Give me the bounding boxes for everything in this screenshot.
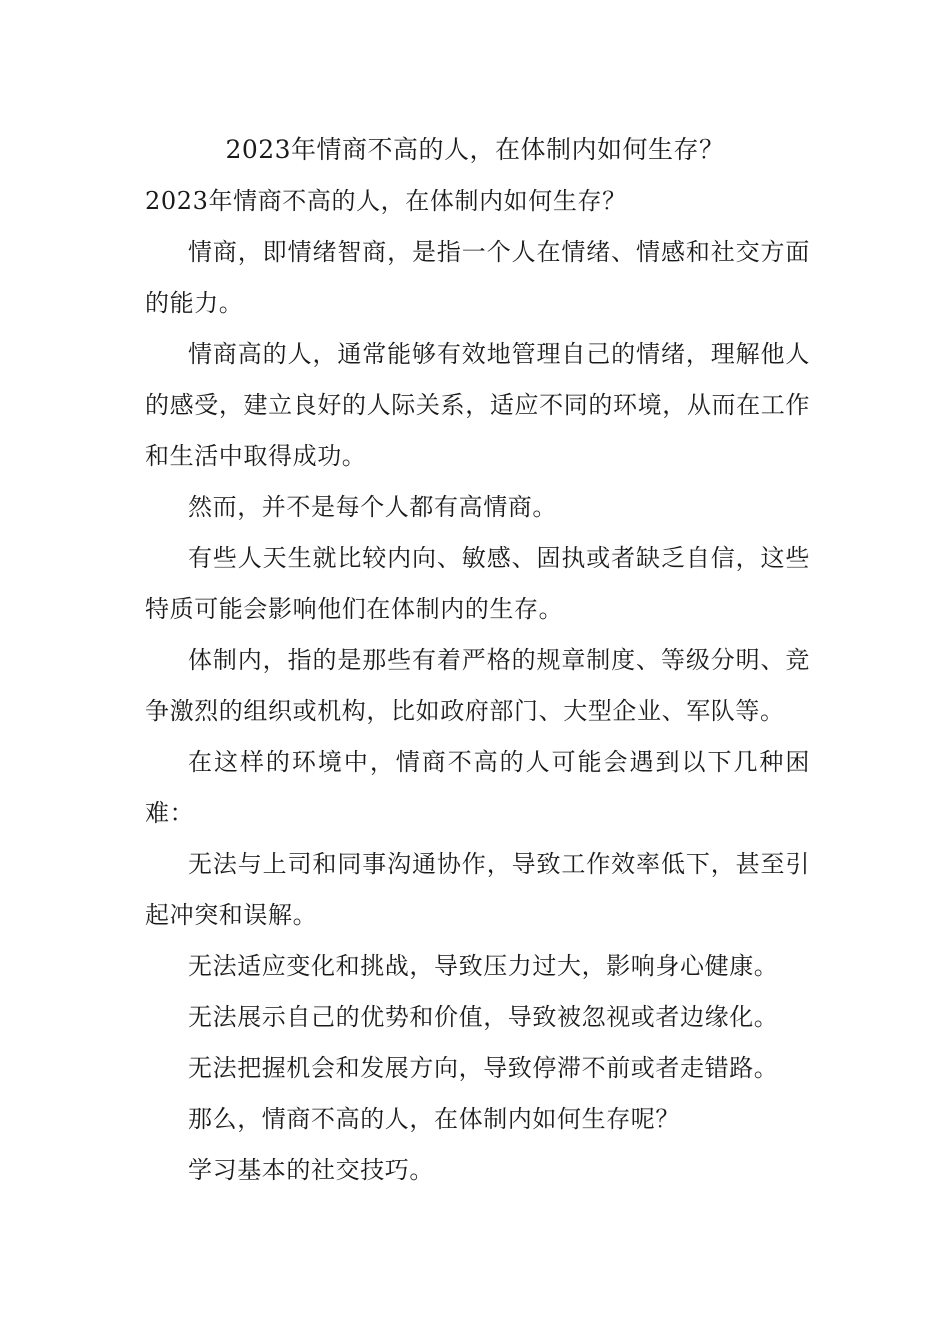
- list-item: 无法展示自己的优势和价值，导致被忽视或者边缘化。: [188, 1003, 779, 1031]
- paragraph: 那么，情商不高的人，在体制内如何生存呢？: [188, 1105, 680, 1133]
- paragraph: 学习基本的社交技巧。: [188, 1156, 434, 1184]
- paragraph: 情商高的人，通常能够有效地管理自己的情绪，理解他人的感受，建立良好的人际关系，适应不同的环境，从而在工作和生活中取得成功。: [145, 340, 810, 470]
- document-title: 2023年情商不高的人，在体制内如何生存？: [225, 135, 725, 164]
- paragraph: 在这样的环境中，情商不高的人可能会遇到以下几种困难：: [145, 748, 810, 827]
- paragraph: 体制内，指的是那些有着严格的规章制度、等级分明、竞争激烈的组织或机构，比如政府部门、大型企业、军队等。: [145, 646, 810, 725]
- paragraph: 然而，并不是每个人都有高情商。: [188, 493, 557, 521]
- paragraph: 有些人天生就比较内向、敏感、固执或者缺乏自信，这些特质可能会影响他们在体制内的生存。: [145, 544, 810, 623]
- paragraph-subtitle: 2023年情商不高的人，在体制内如何生存？: [145, 187, 627, 215]
- document-body: [145, 176, 810, 1196]
- list-item: 无法适应变化和挑战，导致压力过大，影响身心健康。: [188, 952, 779, 980]
- paragraph: 情商，即情绪智商，是指一个人在情绪、情感和社交方面的能力。: [145, 238, 810, 317]
- list-item: 无法与上司和同事沟通协作，导致工作效率低下，甚至引起冲突和误解。: [145, 850, 810, 929]
- list-item: 无法把握机会和发展方向，导致停滞不前或者走错路。: [188, 1054, 779, 1082]
